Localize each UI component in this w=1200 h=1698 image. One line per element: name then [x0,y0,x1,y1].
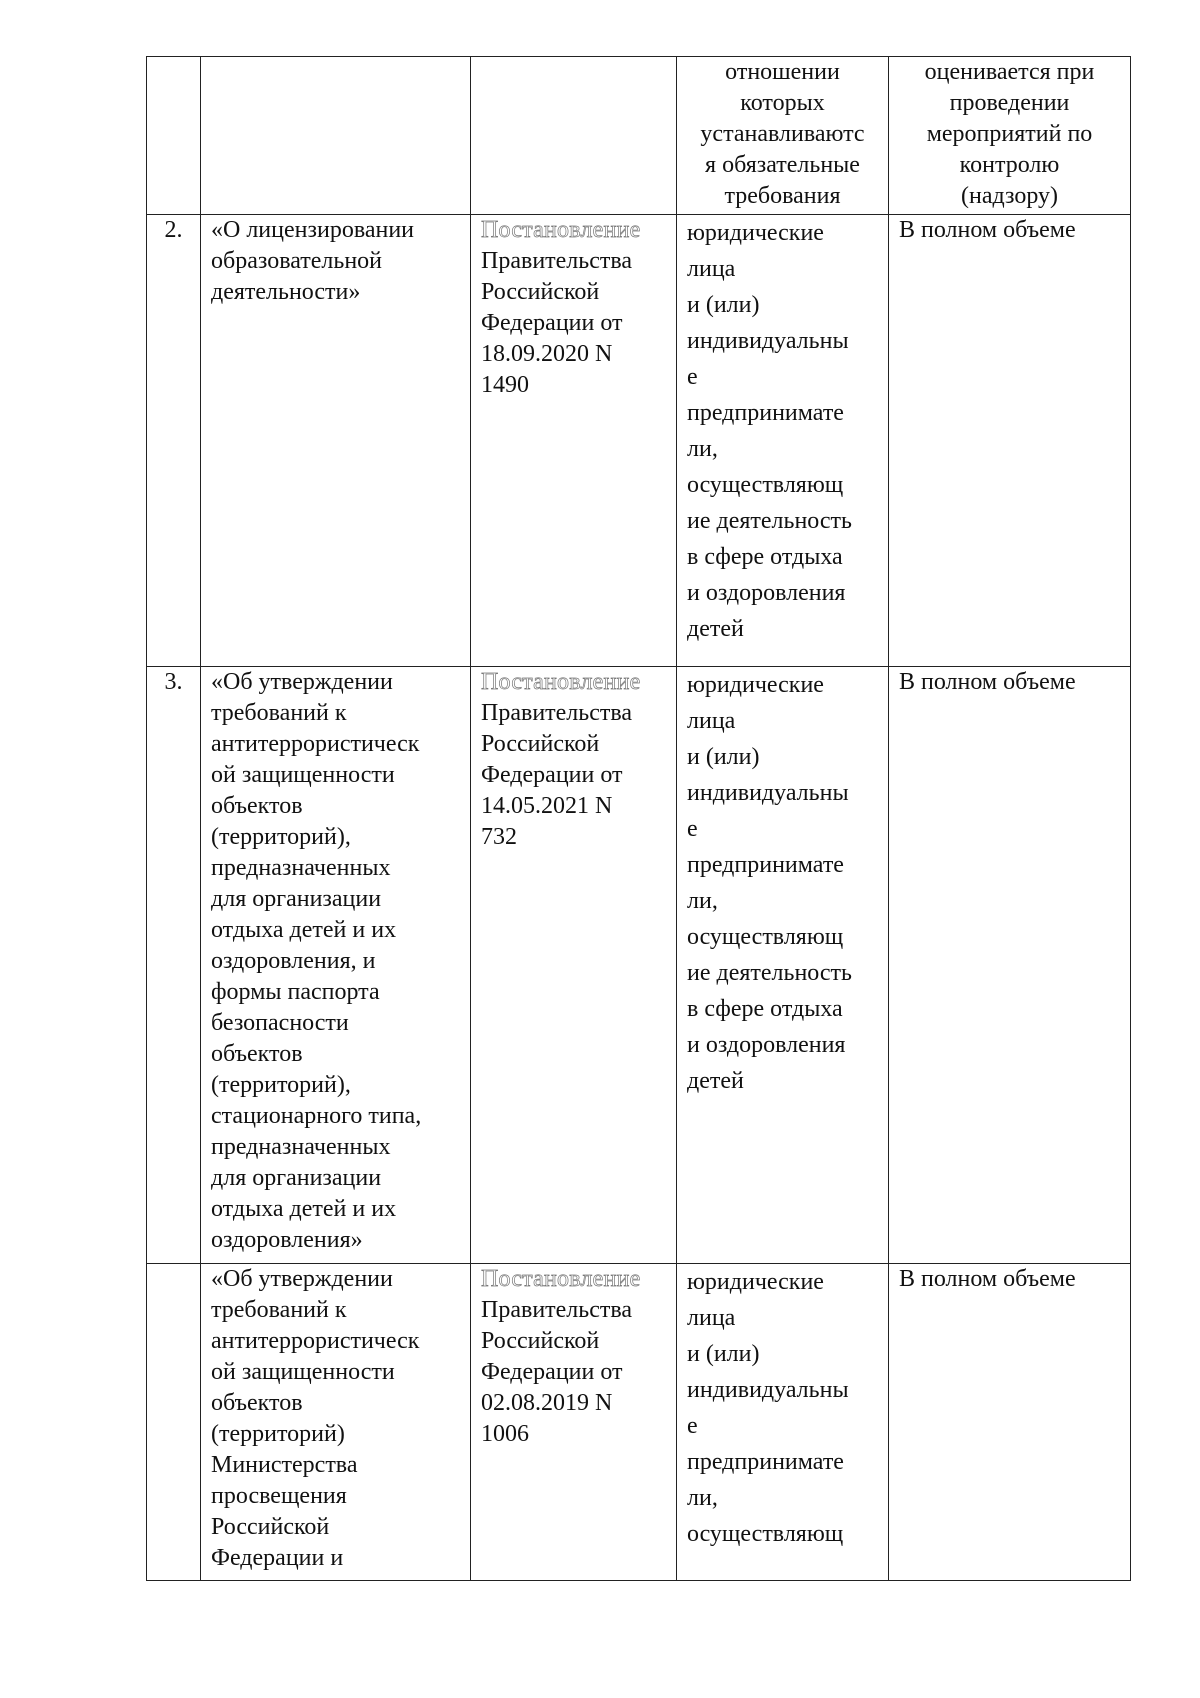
title-line: предназначенных [211,855,391,881]
subject-line: лица [687,1305,736,1331]
act-title [201,215,471,667]
act-line: Российской [481,279,600,305]
title-line: антитеррористическ [211,1328,420,1354]
header-text: отношении [725,59,840,85]
subject-line: предпринимате [687,1449,844,1475]
subject-line: осуществляющ [687,472,844,498]
subject-line: и (или) [687,744,760,770]
subject-line: осуществляющ [687,1521,844,1547]
subject-line: и оздоровления [687,1032,846,1058]
subject-line: е [687,1413,698,1439]
row-number: 3. [147,667,201,1264]
title-line: «О лицензировании [211,217,415,243]
subject-line: ие деятельность [687,960,852,986]
title-line: объектов [211,793,303,819]
header-text: устанавливаютс [700,121,865,147]
title-line: (территорий), [211,1072,351,1098]
header-text: мероприятий по [926,121,1093,147]
act-line: 1490 [481,372,529,398]
subject-line: и оздоровления [687,580,846,606]
title-line: Российской [211,1514,330,1540]
title-line: (территорий), [211,824,351,850]
act-title [201,667,471,1264]
title-line: объектов [211,1041,303,1067]
subject-line: юридические [687,1269,824,1295]
title-line: оздоровления» [211,1227,363,1253]
act-line: 02.08.2019 N [481,1390,613,1416]
subject-line: е [687,364,698,390]
act-line: Российской [481,731,600,757]
assessment-scope: В полном объеме [889,1264,1131,1581]
title-line: ой защищенности [211,762,395,788]
title-line: «Об утверждении [211,1266,393,1292]
title-line: безопасности [211,1010,349,1036]
row-number [147,1264,201,1581]
header-text: я обязательные [705,152,860,178]
subject-line: и (или) [687,292,760,318]
subject-line: детей [687,1068,744,1094]
act-details [471,215,677,667]
title-line: ой защищенности [211,1359,395,1385]
header-text: контролю [959,152,1060,178]
title-line: Министерства [211,1452,358,1478]
title-line: отдыха детей и их [211,1196,397,1222]
table-row [147,667,1131,1264]
regulated-subjects [677,215,889,667]
act-line: Федерации от [481,1359,623,1385]
act-line: 732 [481,824,517,850]
act-details [471,667,677,1264]
subject-line: предпринимате [687,852,844,878]
act-type-label: Постановление [481,217,641,243]
subject-line: детей [687,616,744,642]
header-text: проведении [949,90,1070,116]
title-line: оздоровления, и [211,948,376,974]
act-type-label: Постановление [481,1266,641,1292]
title-line: предназначенных [211,1134,391,1160]
header-text: которых [740,90,825,116]
row-number: 2. [147,215,201,667]
assessment-scope: В полном объеме [889,667,1131,1264]
title-line: стационарного типа, [211,1103,422,1129]
header-cell-title [201,57,471,215]
header-cell-act [471,57,677,215]
subject-line: юридические [687,672,824,698]
title-line: отдыха детей и их [211,917,397,943]
title-line: (территорий) [211,1421,345,1447]
title-line: Федерации и [211,1545,344,1571]
header-text: требования [724,183,841,209]
title-line: требований к [211,1297,347,1323]
requirements-table [146,56,1131,1581]
subject-line: в сфере отдыха [687,996,843,1022]
subject-line: осуществляющ [687,924,844,950]
title-line: антитеррористическ [211,731,420,757]
regulated-subjects [677,1264,889,1581]
subject-line: в сфере отдыха [687,544,843,570]
act-line: Федерации от [481,762,623,788]
subject-line: ли, [687,888,718,914]
header-cell-subjects [677,57,889,215]
act-line: Российской [481,1328,600,1354]
subject-line: индивидуальны [687,1377,849,1403]
assessment-scope: В полном объеме [889,215,1131,667]
title-line: деятельности» [211,279,361,305]
subject-line: юридические [687,220,824,246]
title-line: образовательной [211,248,382,274]
subject-line: е [687,816,698,842]
title-line: формы паспорта [211,979,380,1005]
act-title [201,1264,471,1581]
act-line: Правительства [481,1297,633,1323]
subject-line: предпринимате [687,400,844,426]
act-line: Федерации от [481,310,623,336]
header-cell-scope [889,57,1131,215]
subject-line: ие деятельность [687,508,852,534]
subject-line: и (или) [687,1341,760,1367]
act-line: 1006 [481,1421,529,1447]
header-text: оценивается при [924,59,1095,85]
table-header-row [147,57,1131,215]
act-type-label: Постановление [481,669,641,695]
act-line: 18.09.2020 N [481,341,613,367]
subject-line: лица [687,708,736,734]
header-text: (надзору) [960,183,1058,209]
title-line: просвещения [211,1483,347,1509]
table-row [147,1264,1131,1581]
title-line: для организации [211,1165,382,1191]
header-cell-num [147,57,201,215]
title-line: требований к [211,700,347,726]
table-row [147,215,1131,667]
subject-line: индивидуальны [687,780,849,806]
title-line: «Об утверждении [211,669,393,695]
subject-line: лица [687,256,736,282]
act-line: Правительства [481,248,633,274]
subject-line: ли, [687,436,718,462]
subject-line: ли, [687,1485,718,1511]
title-line: объектов [211,1390,303,1416]
act-line: 14.05.2021 N [481,793,613,819]
subject-line: индивидуальны [687,328,849,354]
regulated-subjects [677,667,889,1264]
title-line: для организации [211,886,382,912]
act-details [471,1264,677,1581]
act-line: Правительства [481,700,633,726]
